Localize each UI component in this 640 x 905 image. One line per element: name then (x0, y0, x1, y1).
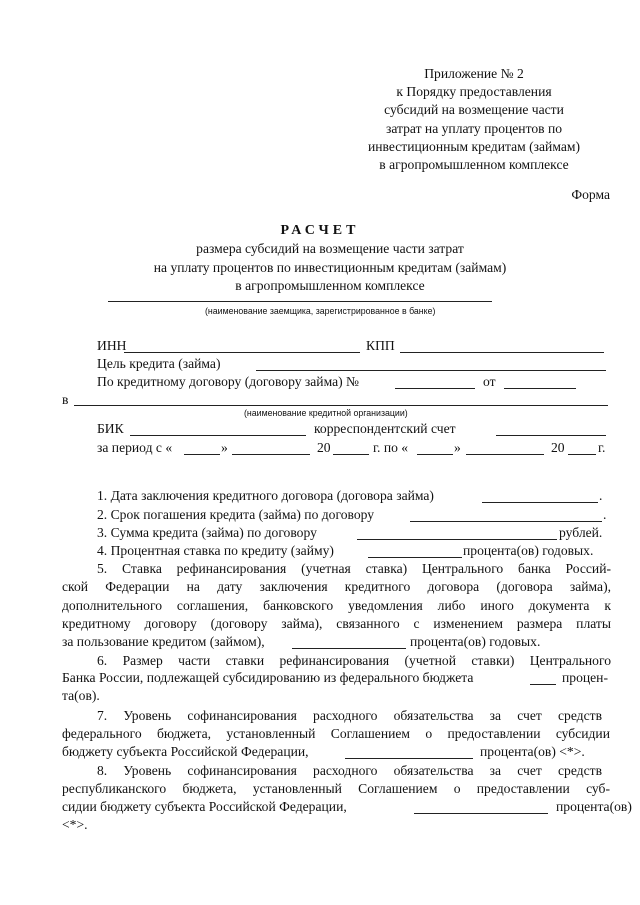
document-subtitle (0, 240, 640, 296)
item-5-last: за пользование кредитом (займом), (62, 634, 265, 649)
item-1: 1. Дата заключения кредитного договора (договора займа) (97, 488, 434, 503)
item-4-field (368, 557, 462, 558)
purpose-label: Цель кредита (займа) (97, 356, 221, 371)
annex-line: Приложение № 2 (424, 66, 524, 81)
quote-close: » (221, 440, 228, 455)
item-8-field (414, 813, 548, 814)
item-5-unit: процента(ов) годовых. (410, 634, 541, 649)
year-prefix: 20 (551, 440, 565, 455)
agreement-from-label: от (483, 374, 496, 389)
annex-header (360, 65, 588, 174)
item-4-unit: процента(ов) годовых. (463, 543, 594, 558)
item-6-field (530, 684, 556, 685)
item-7-line: 7. Уровень софинансирования расходного обязательства за счет средств (97, 708, 602, 723)
subtitle-line: в агропромышленном комплексе (235, 278, 425, 293)
inn-label: ИНН (97, 338, 127, 353)
item-6-line: Банка России, подлежащей субсидированию из федерального бюджета (62, 670, 474, 685)
item-7 (62, 707, 610, 744)
item-6 (62, 652, 611, 670)
annex-line: затрат на уплату процентов по (385, 120, 563, 136)
agreement-number-field (395, 388, 475, 389)
annex-line: инвестиционным кредитам (займам) (367, 138, 580, 154)
item-3-field (357, 539, 557, 540)
annex-line: субсидий на возмещение части (384, 102, 564, 118)
purpose-field (256, 370, 606, 371)
item-3: 3. Сумма кредита (займа) по договору (97, 525, 317, 540)
period-start-day (184, 454, 220, 455)
agreement-date-field (504, 388, 576, 389)
item-5-field (292, 648, 406, 649)
item-3-unit: рублей. (559, 525, 603, 540)
item-1-dot: . (599, 488, 603, 503)
borrower-name-line (108, 301, 492, 302)
kpp-field (400, 352, 604, 353)
item-8-line: республиканского бюджета, установленный Соглашением о предоставлении суб- (62, 781, 610, 797)
quote-close: » (454, 440, 461, 455)
item-1-field (482, 502, 598, 503)
form-label: Форма (571, 187, 610, 202)
item-2: 2. Срок погашения кредита (займа) по договору (97, 507, 375, 522)
item-2-field (410, 521, 602, 522)
credit-org-caption: (наименование кредитной организации) (244, 408, 408, 418)
period-start-year (333, 454, 369, 455)
item-7-unit: процента(ов) <*>. (480, 744, 585, 759)
borrower-caption: (наименование заемщика, зарегистрированное в банке) (205, 306, 436, 316)
item-5-line: дополнительного соглашения, банковского уведомления либо иного документа к (62, 597, 611, 613)
annex-line: в агропромышленном комплексе (379, 157, 569, 173)
item-6-line: та(ов). (62, 688, 100, 703)
item-4: 4. Процентная ставка по кредиту (займу) (97, 543, 334, 558)
period-end-month (466, 454, 544, 455)
inn-field (124, 352, 360, 353)
annex-line: к Порядку предоставления (396, 84, 552, 100)
period-end-day (417, 454, 453, 455)
period-end-label: г. по « (373, 440, 409, 455)
item-8-line: сидии бюджету субъекта Российской Федерации, (62, 799, 347, 814)
item-8 (62, 762, 610, 799)
item-5-line: 5. Ставка рефинансирования (учетная ставка) Центрального банка Россий- (97, 561, 611, 576)
year-end-label: г. (598, 440, 606, 455)
subtitle-line: размера субсидий на возмещение части затрат (196, 241, 464, 256)
item-5-line: кредитному договору (договору займа), связанного с изменением размера платы (62, 615, 611, 631)
corr-account-field (496, 435, 606, 436)
bik-label: БИК (97, 421, 124, 436)
item-8-line: <*>. (62, 817, 88, 832)
item-7-line: федерального бюджета, установленный Соглашением о предоставлении субсидии (62, 726, 610, 742)
period-start-month (232, 454, 310, 455)
item-6-unit: процен- (562, 670, 608, 685)
credit-org-field (74, 405, 608, 406)
item-6-line: 6. Размер части ставки рефинансирования (учетной ставки) Центрального (97, 653, 611, 668)
agreement-label: По кредитному договору (договору займа) № (97, 374, 360, 389)
year-prefix: 20 (317, 440, 331, 455)
kpp-label: КПП (366, 338, 395, 353)
item-7-field (345, 758, 473, 759)
item-7-line: бюджету субъекта Российской Федерации, (62, 744, 309, 759)
corr-account-label: корреспондентский счет (314, 421, 456, 436)
subtitle-line: на уплату процентов по инвестиционным кредитам (займам) (153, 259, 507, 275)
item-2-dot: . (603, 507, 607, 522)
item-5-line: ской Федерации на дату заключения кредитного договора (договора займа), (62, 579, 611, 595)
document-title: РАСЧЕТ (280, 223, 360, 238)
period-start-label: за период с « (97, 440, 173, 455)
item-5 (62, 560, 611, 633)
in-label: в (62, 392, 69, 407)
bik-field (130, 435, 306, 436)
item-8-line: 8. Уровень софинансирования расходного обязательства за счет средств (97, 763, 602, 778)
item-8-unit: процента(ов) (556, 799, 632, 814)
period-end-year (568, 454, 596, 455)
